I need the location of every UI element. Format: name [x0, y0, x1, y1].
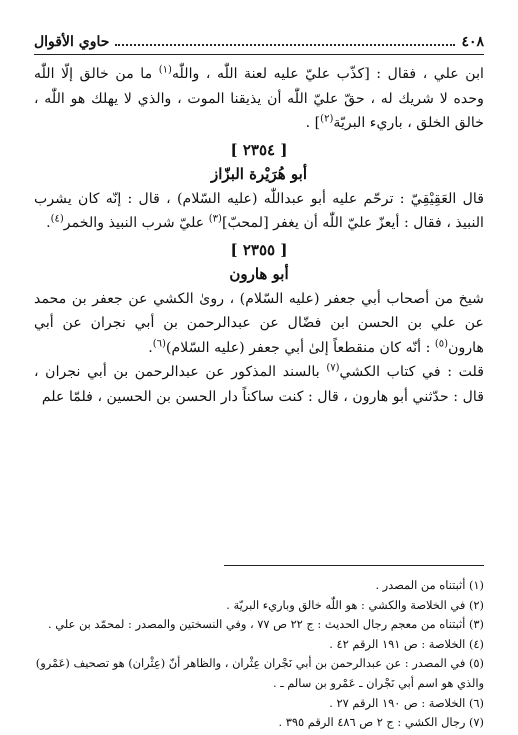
entry-number-2355: [ ٢٣٥٥ ]: [230, 240, 288, 259]
paragraph-1-end: ] .: [305, 115, 321, 131]
paragraph-1-cont: ما من خالق إلّا اللّٰه وحده لا شريك له ، حقّ عليّ اللّٰه أن يذيقنا الموت ، والذي لا يهلك هو اللّٰه ، خالق الخلق ، باريء البريّة: [34, 66, 484, 131]
footnote-ref-3: (٣): [208, 213, 222, 225]
entry-name-abu-harun: أبو هارون: [229, 265, 289, 283]
paragraph-1-text: ابن علي ، فقال : [كذّب عليّ عليه لعنة اللّٰه ، واللّٰه: [171, 66, 484, 82]
entry-name-abu-hurayra: أبو هُرَيْرة البزّاز: [211, 165, 307, 183]
footnote-7: (٧) رجال الكشي : ج ٢ ص ٤٨٦ الرقم ٣٩٥ .: [278, 715, 484, 730]
footnote-4: (٤) الخلاصة : ص ١٩١ الرقم ٤٢ .: [329, 636, 484, 651]
footnote-ref-7: (٧): [326, 362, 340, 374]
paragraph-2: [34, 187, 484, 236]
footnote-ref-2: (٢): [320, 113, 334, 125]
footnote-ref-6: (٦): [152, 337, 166, 349]
paragraph-2-cont: عليّ شرب النبيذ والخمر: [63, 215, 209, 231]
paragraph-4: [34, 360, 484, 409]
running-title: حاوي الأقوال: [34, 34, 110, 50]
page-header: [34, 28, 484, 50]
paragraph-4-cont: بالسند المذكور عن عبدالرحمن بن أبي نجران ، قال : حدّثني أبو هارون ، قال : كنت ساكناً دار الحسن بن الحسين ، فلمّا علم: [34, 364, 484, 405]
footnote-rule: [224, 565, 484, 566]
footnote-6: (٦) الخلاصة : ص ١٩٠ الرقم ٢٧ .: [329, 695, 484, 710]
paragraph-1: [34, 62, 484, 136]
paragraph-4-text: قلت : في كتاب الكشي: [339, 364, 484, 380]
header-leader-dots: [115, 44, 455, 46]
footnote-2: (٢) في الخلاصة والكشي : هو اللّٰه خالق وباريء البريّة .: [226, 597, 484, 612]
footnote-3: (٣) أثبتناه من معجم رجال الحديث : ج ٢٢ ص ٧٧ ، وفي النسختين والمصدر : لمحمّد بن علي .: [48, 617, 484, 632]
paragraph-3: [34, 287, 484, 361]
page-number: ٤٠٨: [461, 34, 484, 50]
footnote-ref-1: (١): [158, 64, 172, 76]
header-rule: [34, 54, 484, 55]
paragraph-3-cont: : أنّه كان منقطعاً إلىٰ أبي جعفر (عليه السّلام): [165, 339, 435, 356]
paragraph-3-end: .: [148, 339, 153, 356]
footnotes: [34, 576, 484, 733]
footnote-ref-4: (٤): [50, 213, 64, 225]
main-text: [34, 62, 484, 409]
paragraph-3-text: شيخ من أصحاب أبي جعفر (عليه السّلام) ، روىٰ الكشي عن جعفر بن محمد عن علي بن الحسن ابن فضّال عن عبدالرحمن بن أبي نجران عن أبي هارون: [34, 290, 484, 356]
footnote-ref-5: (٥): [434, 337, 449, 349]
footnote-5: (٥) في المصدر : عن عبدالرحمن بن أبي نَجْران عِثْران ، والظاهر أنّ (عِثْران) هو تصحيف (عَمْرو) والذي هو اسم أبي نَجْران ـ عَمْرو بن سالم ـ .: [35, 656, 484, 690]
paragraph-2-text: قال العَقِيْقِيّ : ترحّم عليه أبو عبداللّٰه (عليه السّلام) ، قال : إنّه كان يشرب النبيذ ، فقال : أيعزّ عليّ اللّٰه أن يغفر [لمحبّ]: [34, 190, 484, 231]
entry-number-2354: [ ٢٣٥٤ ]: [230, 140, 288, 159]
footnote-1: (١) أثبتناه من المصدر .: [375, 578, 484, 592]
paragraph-2-end: .: [46, 215, 51, 231]
